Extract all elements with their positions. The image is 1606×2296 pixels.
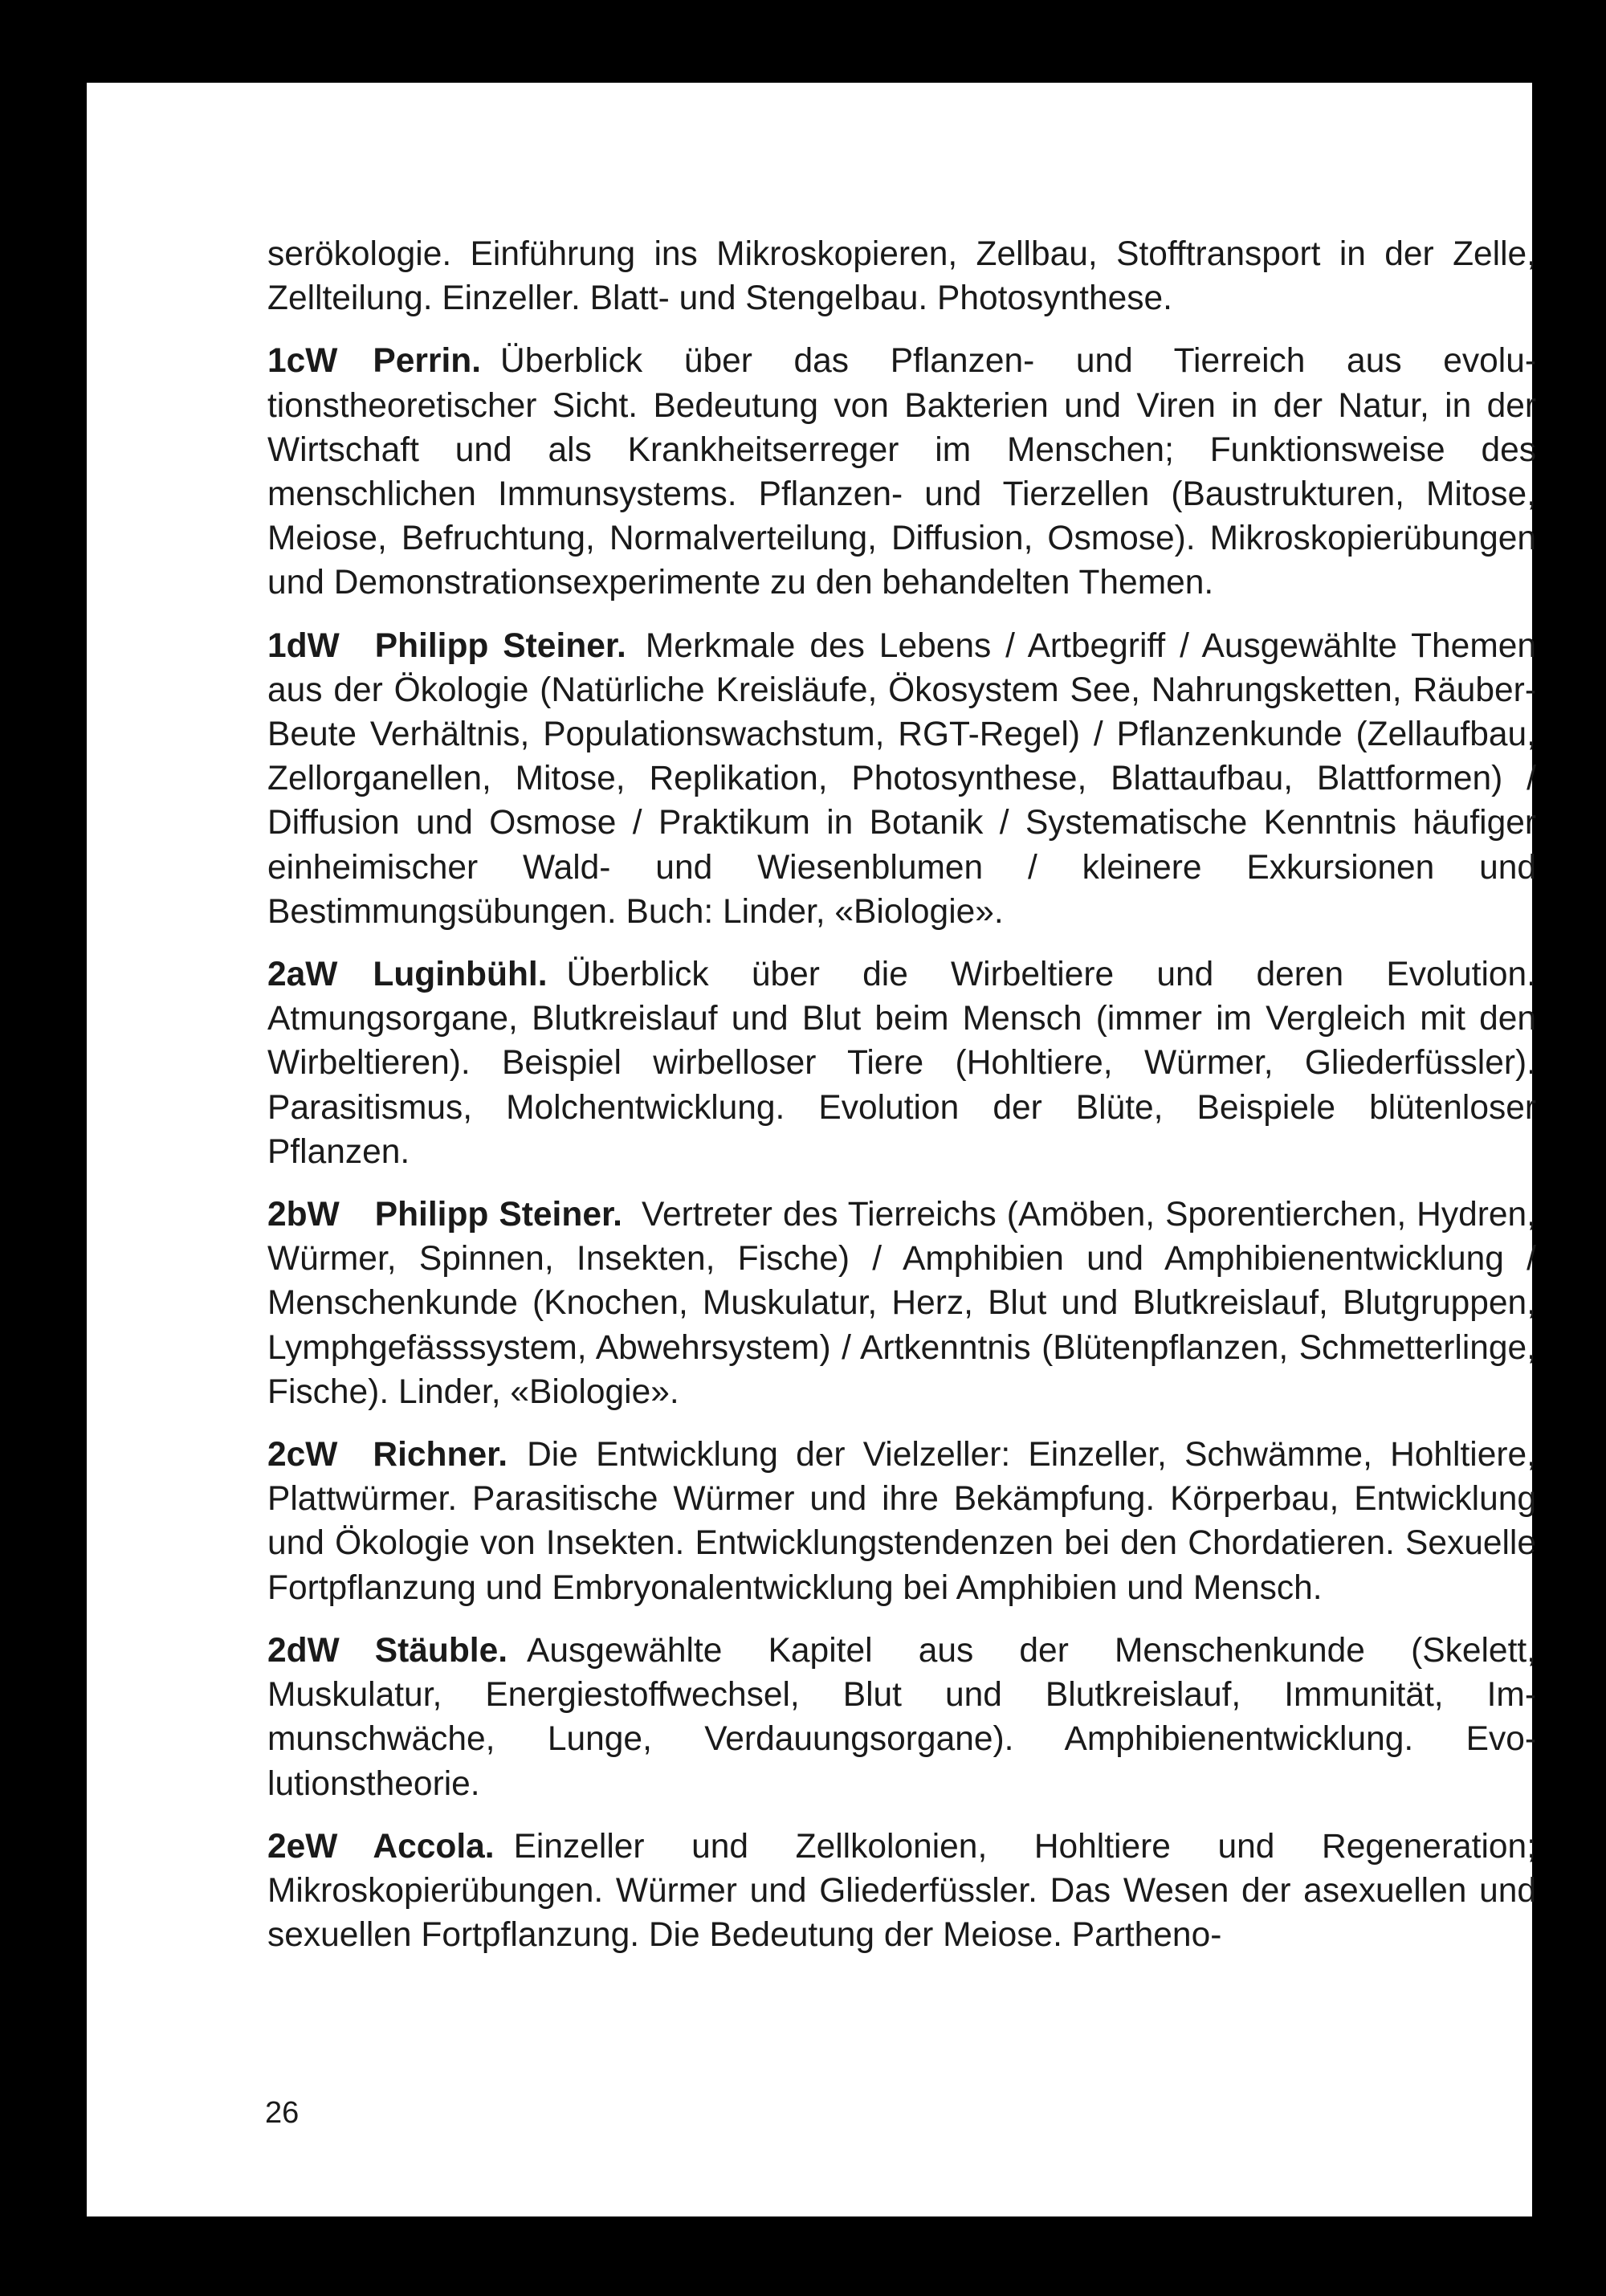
class-code: 2aW: [267, 956, 338, 994]
entry-2aw: [267, 952, 1536, 1174]
entry-1dw: [267, 624, 1536, 934]
entry-text: Vertreter des Tierreichs (Amöben, Sporentierchen, Hydren, Würmer, Spinnen, Insekten, Fische) / Amphibien und Amphibienentwicklung / Menschenkunde (Knochen, Muskulatur, Herz, Blut und Blutkreislauf, Blutgruppen, Lymphgefässsystem, Abwehrsystem) / Artkenntnis (Blütenpflanzen, Schmetterlinge, Fische). Linder, «Biologie».: [267, 1196, 1536, 1411]
entry-text: Ausgewählte Kapitel aus der Menschenkunde (Skelett, Muskulatur, Energiestoffwechsel, Blut und Blutkreislauf, Immunität, Immunschwäche, Lunge, Verdauungsorgane). Amphibienentwicklung. Evolutionstheorie.: [267, 1631, 1536, 1803]
class-code: 2cW: [267, 1436, 338, 1474]
teacher-name: Luginbühl.: [373, 956, 548, 994]
entry-2cw: [267, 1433, 1536, 1610]
entry-text: Überblick über das Pflanzen- und Tierreich aus evolutionstheoretischer Sicht. Bedeutung von Bakterien und Viren in der Natur, in der Wirtschaft und als Krankheitserreger im Menschen; Funktionsweise des menschlichen Immunsystems. Pflanzen- und Tierzellen (Baustrukturen, Mitose, Meiose, Befruchtung, Normalverteilung, Diffusion, Osmose). Mikroskopierübungen und Demonstrationsexperimente zu den behandelten Themen.: [267, 342, 1536, 602]
entry-1cw: [267, 339, 1536, 605]
page-number: 26: [265, 2096, 300, 2130]
class-code: 2bW: [267, 1196, 340, 1234]
entry-text: Einzeller und Zellkolonien, Hohltiere und Regeneration; Mikroskopierübungen. Würmer und Gliederfüssler. Das Wesen der asexuellen und sexuellen Fortpflanzung. Die Bedeutung der Meiose. Partheno-: [267, 1827, 1536, 1955]
teacher-name: Philipp Steiner.: [374, 1196, 622, 1234]
page-content: [267, 232, 1536, 1976]
teacher-name: Stäuble.: [374, 1631, 508, 1670]
class-code: 1dW: [267, 626, 340, 665]
intro-paragraph: serökologie. Einführung ins Mikroskopieren, Zellbau, Stofftransport in der Zelle, Zellteilung. Einzeller. Blatt- und Stengelbau. Photosynthese.: [267, 235, 1536, 318]
class-code: 2eW: [267, 1827, 338, 1866]
class-code: 2dW: [267, 1631, 340, 1670]
class-code: 1cW: [267, 342, 338, 381]
entry-text: Überblick über die Wirbeltiere und deren Evolution. Atmungsorgane, Blutkreislauf und Blut beim Mensch (immer im Vergleich mit den Wirbeltieren). Beispiel wirbelloser Tiere (Hohltiere, Würmer, Gliederfüssler). Parasitismus, Molchentwicklung. Evolution der Blüte, Beispiele blütenloser Pflanzen.: [267, 956, 1536, 1171]
entry-text: Merkmale des Lebens / Artbegriff / Ausgewählte Themen aus der Ökologie (Natürliche Kreisläufe, Ökosystem See, Nahrungsketten, Räuber-Beute Verhältnis, Populationswachstum, RGT-Regel) / Pflanzenkunde (Zellaufbau, Zellorganellen, Mitose, Replikation, Photosynthese, Blattaufbau, Blattformen) / Diffusion und Osmose / Praktikum in Botanik / Systematische Kenntnis häufiger einheimischer Wald- und Wiesenblumen / kleinere Exkursionen und Bestimmungsübungen. Buch: Linder, «Biologie».: [267, 626, 1536, 931]
document-page: [87, 83, 1536, 2216]
teacher-name: Philipp Steiner.: [374, 626, 626, 665]
entry-2dw: [267, 1629, 1536, 1806]
entry-text: Die Entwicklung der Vielzeller: Einzeller, Schwämme, Hohltiere, Plattwürmer. Parasitische Würmer und ihre Bekämpfung. Körperbau, Entwicklung und Ökologie von Insekten. Entwicklungstendenzen bei den Chordatieren. Sexuelle Fortpflanzung und Embryonalentwicklung bei Amphibien und Mensch.: [267, 1436, 1536, 1607]
entry-2ew: [267, 1825, 1536, 1958]
teacher-name: Richner.: [373, 1436, 508, 1474]
teacher-name: Perrin.: [373, 342, 482, 381]
entry-2bw: [267, 1193, 1536, 1414]
teacher-name: Accola.: [373, 1827, 495, 1866]
